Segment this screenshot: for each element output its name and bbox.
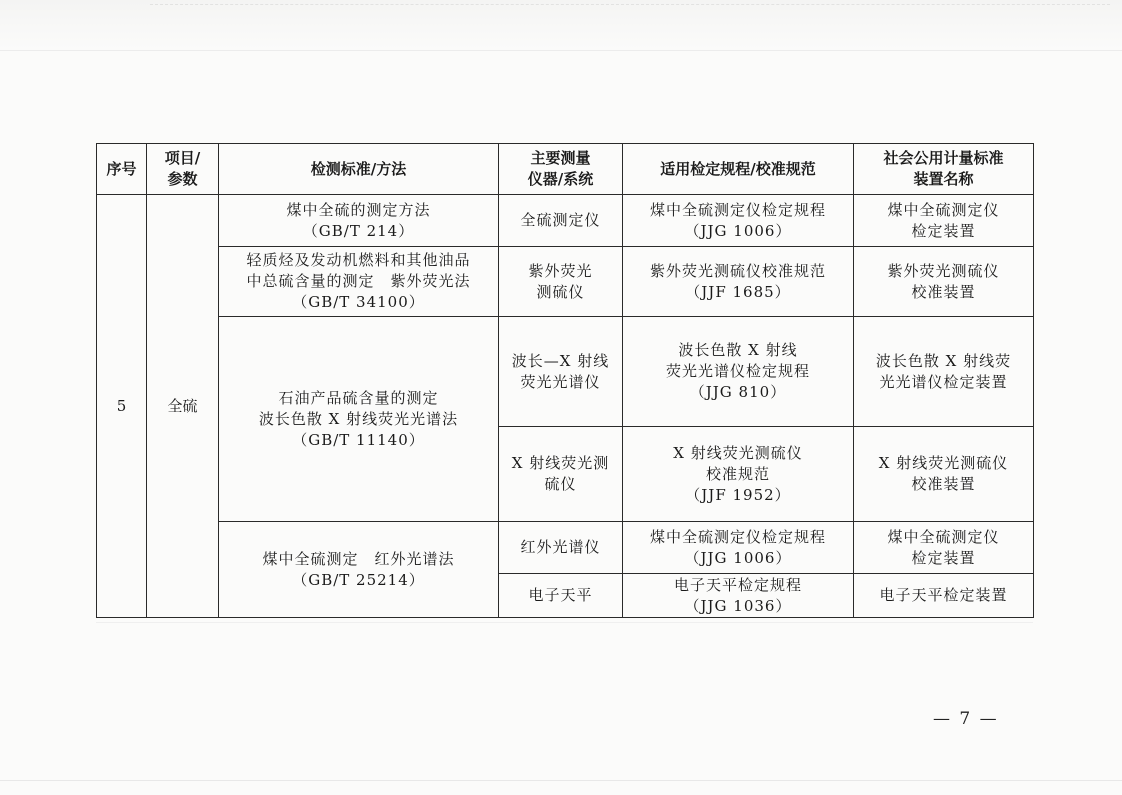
param-cell: 全硫 xyxy=(147,195,219,618)
regulation-cell: 电子天平检定规程 （JJG 1036） xyxy=(623,574,854,618)
header-param: 项目/ 参数 xyxy=(147,144,219,195)
instrument-cell: 紫外荧光 测硫仪 xyxy=(499,247,623,317)
header-device: 社会公用计量标准 装置名称 xyxy=(854,144,1034,195)
instrument-cell: X 射线荧光测 硫仪 xyxy=(499,427,623,522)
method-cell: 煤中全硫测定 红外光谱法 （GB/T 25214） xyxy=(219,522,499,618)
header-seq: 序号 xyxy=(97,144,147,195)
method-cell: 轻质烃及发动机燃料和其他油品 中总硫含量的测定 紫外荧光法 （GB/T 34100） xyxy=(219,247,499,317)
device-cell: 电子天平检定装置 xyxy=(854,574,1034,618)
regulation-cell: 煤中全硫测定仪检定规程 （JJG 1006） xyxy=(623,522,854,574)
instrument-cell: 电子天平 xyxy=(499,574,623,618)
device-cell: X 射线荧光测硫仪 校准装置 xyxy=(854,427,1034,522)
device-cell: 煤中全硫测定仪 检定装置 xyxy=(854,195,1034,247)
method-cell: 石油产品硫含量的测定 波长色散 X 射线荧光光谱法 （GB/T 11140） xyxy=(219,317,499,522)
regulation-cell: 波长色散 X 射线 荧光光谱仪检定规程 （JJG 810） xyxy=(623,317,854,427)
regulation-cell: X 射线荧光测硫仪 校准规范 （JJF 1952） xyxy=(623,427,854,522)
regulation-cell: 煤中全硫测定仪检定规程 （JJG 1006） xyxy=(623,195,854,247)
device-cell: 煤中全硫测定仪 检定装置 xyxy=(854,522,1034,574)
seq-cell: 5 xyxy=(97,195,147,618)
page-number: — 7 — xyxy=(933,709,999,729)
table-row xyxy=(97,522,1034,574)
method-cell: 煤中全硫的测定方法 （GB/T 214） xyxy=(219,195,499,247)
table-row xyxy=(97,195,1034,247)
table-row xyxy=(97,317,1034,427)
instrument-cell: 红外光谱仪 xyxy=(499,522,623,574)
regulation-cell: 紫外荧光测硫仪校准规范 （JJF 1685） xyxy=(623,247,854,317)
header-regulation: 适用检定规程/校准规范 xyxy=(623,144,854,195)
device-cell: 波长色散 X 射线荧 光光谱仪检定装置 xyxy=(854,317,1034,427)
scan-top-edge xyxy=(0,0,1122,51)
scan-bleed-through xyxy=(96,622,1033,663)
header-method: 检测标准/方法 xyxy=(219,144,499,195)
standards-table xyxy=(96,143,1034,618)
scan-bottom-edge xyxy=(0,780,1122,795)
header-instrument: 主要测量 仪器/系统 xyxy=(499,144,623,195)
instrument-cell: 波长—X 射线 荧光光谱仪 xyxy=(499,317,623,427)
device-cell: 紫外荧光测硫仪 校准装置 xyxy=(854,247,1034,317)
table-row xyxy=(97,247,1034,317)
instrument-cell: 全硫测定仪 xyxy=(499,195,623,247)
table-header-row xyxy=(97,144,1034,195)
